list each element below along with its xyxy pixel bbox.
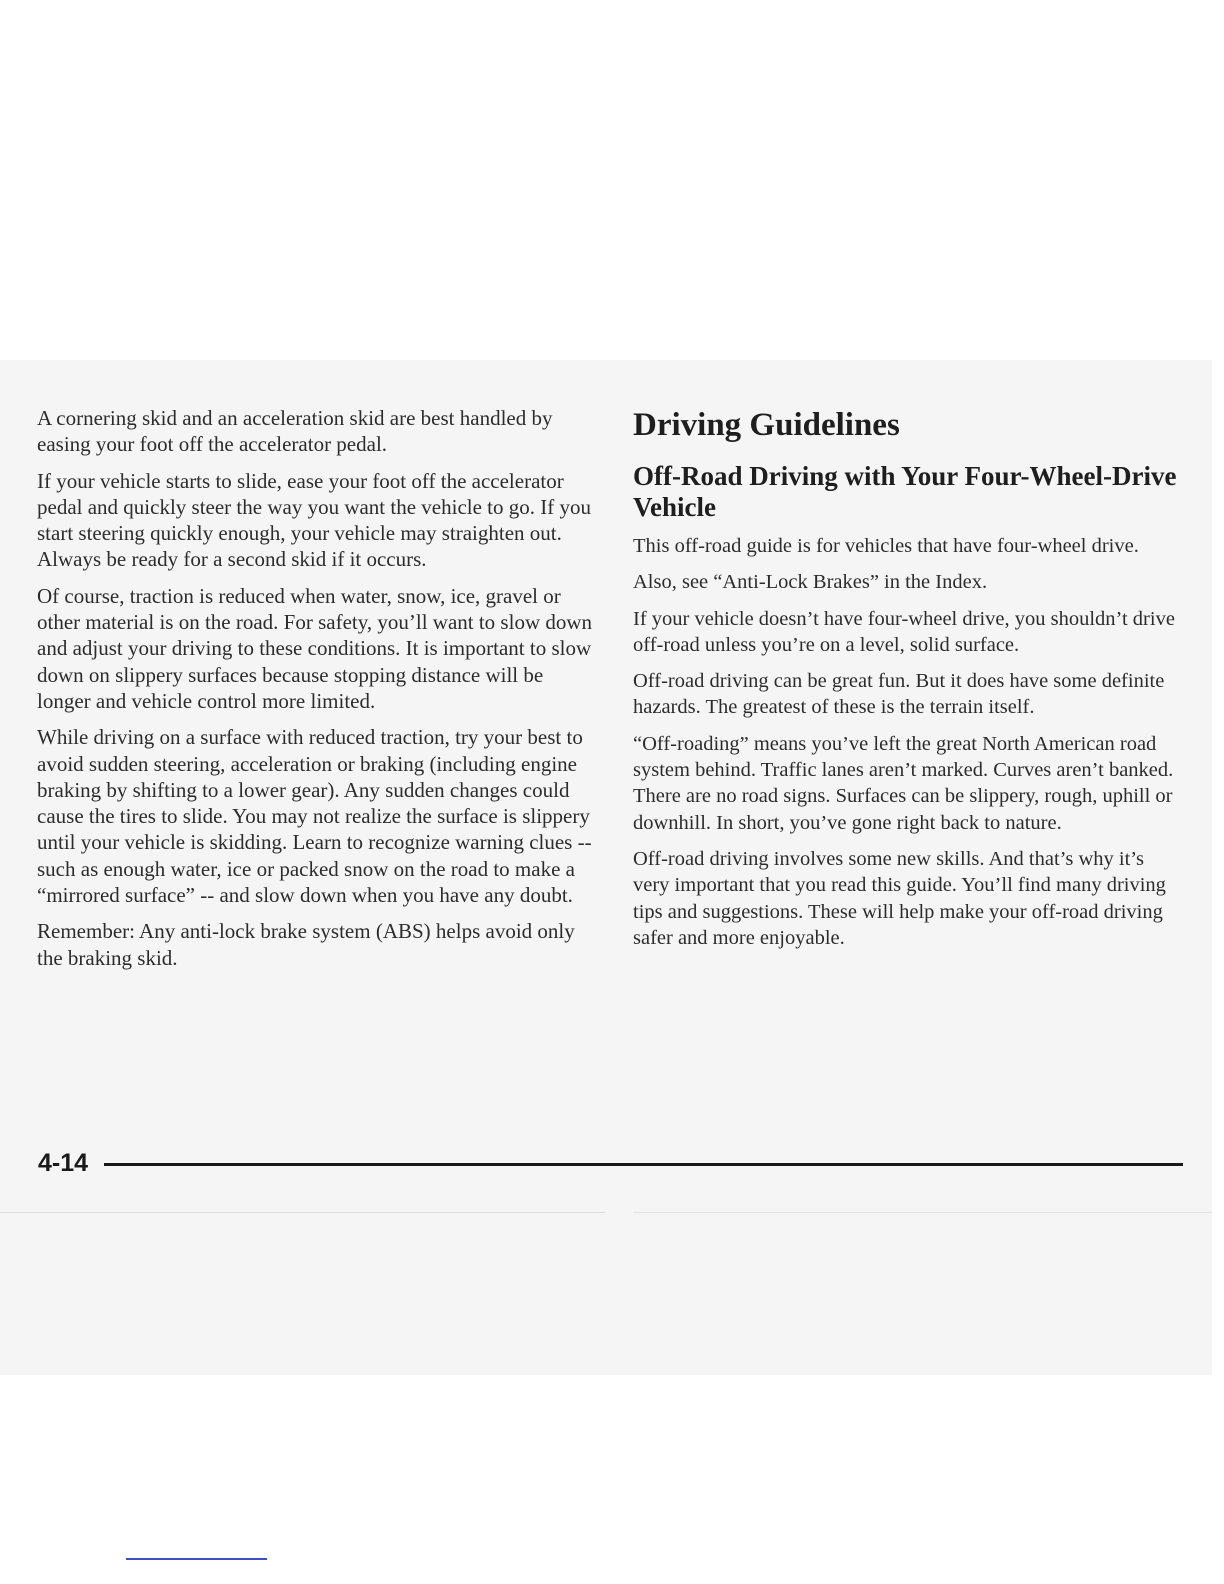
paragraph-new-skills: Off-road driving involves some new skills. And that’s why it’s very important that you read this guide. You’ll find many driving tips and suggestions. These will help make your off-road driving safer and more enjoyable. xyxy=(633,847,1166,949)
paragraph-hazards: Off-road driving can be great fun. But it does have some definite hazards. The greatest of these is the terrain itself. xyxy=(633,670,1165,719)
section-title: Driving Guidelines xyxy=(633,407,900,443)
divider-left xyxy=(0,1212,605,1213)
link-underline xyxy=(126,1558,267,1560)
divider-right xyxy=(633,1212,1212,1213)
paragraph-guide-scope: This off-road guide is for vehicles that have four-wheel drive. xyxy=(633,535,1139,557)
paragraph-cornering-skid: A cornering skid and an acceleration skid are best handled by easing your foot off the accelerator pedal. xyxy=(37,406,553,457)
page-number: 4-14 xyxy=(38,1149,89,1177)
subsection-title: Off-Road Driving with Your Four-Wheel-Drive Vehicle xyxy=(633,461,1177,522)
footer-rule xyxy=(104,1163,1183,1166)
paragraph-reduced-traction: Of course, traction is reduced when water, snow, ice, gravel or other material is on the road. For safety, you’ll want to slow down and adjust your driving to these conditions. It is important to slow down on slippery surfaces because stopping distance will be longer and vehicle control more limited. xyxy=(37,583,593,713)
paragraph-sudden-changes: While driving on a surface with reduced traction, try your best to avoid sudden steering, acceleration or braking (including engine braking by shifting to a lower gear). Any sudden changes could cause the tires to slide. You may not realize the surface is slippery until your vehicle is skidding. Learn to recognize warning clues -- such as enough water, ice or packed snow on the road to make a “mirrored surface” -- and slow down when you have any doubt. xyxy=(37,725,592,908)
paragraph-vehicle-slide: If your vehicle starts to slide, ease your foot off the accelerator pedal and quickly steer the way you want the vehicle to go. If you start steering quickly enough, your vehicle may straighten out. Always be ready for a second skid if it occurs. xyxy=(37,468,591,572)
left-column xyxy=(37,405,597,981)
paragraph-off-roading: “Off-roading” means you’ve left the great North American road system behind. Traffic lanes aren’t marked. Curves aren’t banked. There are no road signs. Surfaces can be slippery, rough, uphill or downhill. In short, you’ve gone right back to nature. xyxy=(633,732,1174,834)
paragraph-see-index: Also, see “Anti-Lock Brakes” in the Index. xyxy=(633,571,988,594)
right-column xyxy=(633,405,1178,961)
paragraph-no-four-wheel: If your vehicle doesn’t have four-wheel drive, you shouldn’t drive off-road unless you’re on a level, solid surface. xyxy=(633,607,1175,656)
paragraph-abs-reminder: Remember: Any anti-lock brake system (ABS) helps avoid only the braking skid. xyxy=(37,919,575,970)
